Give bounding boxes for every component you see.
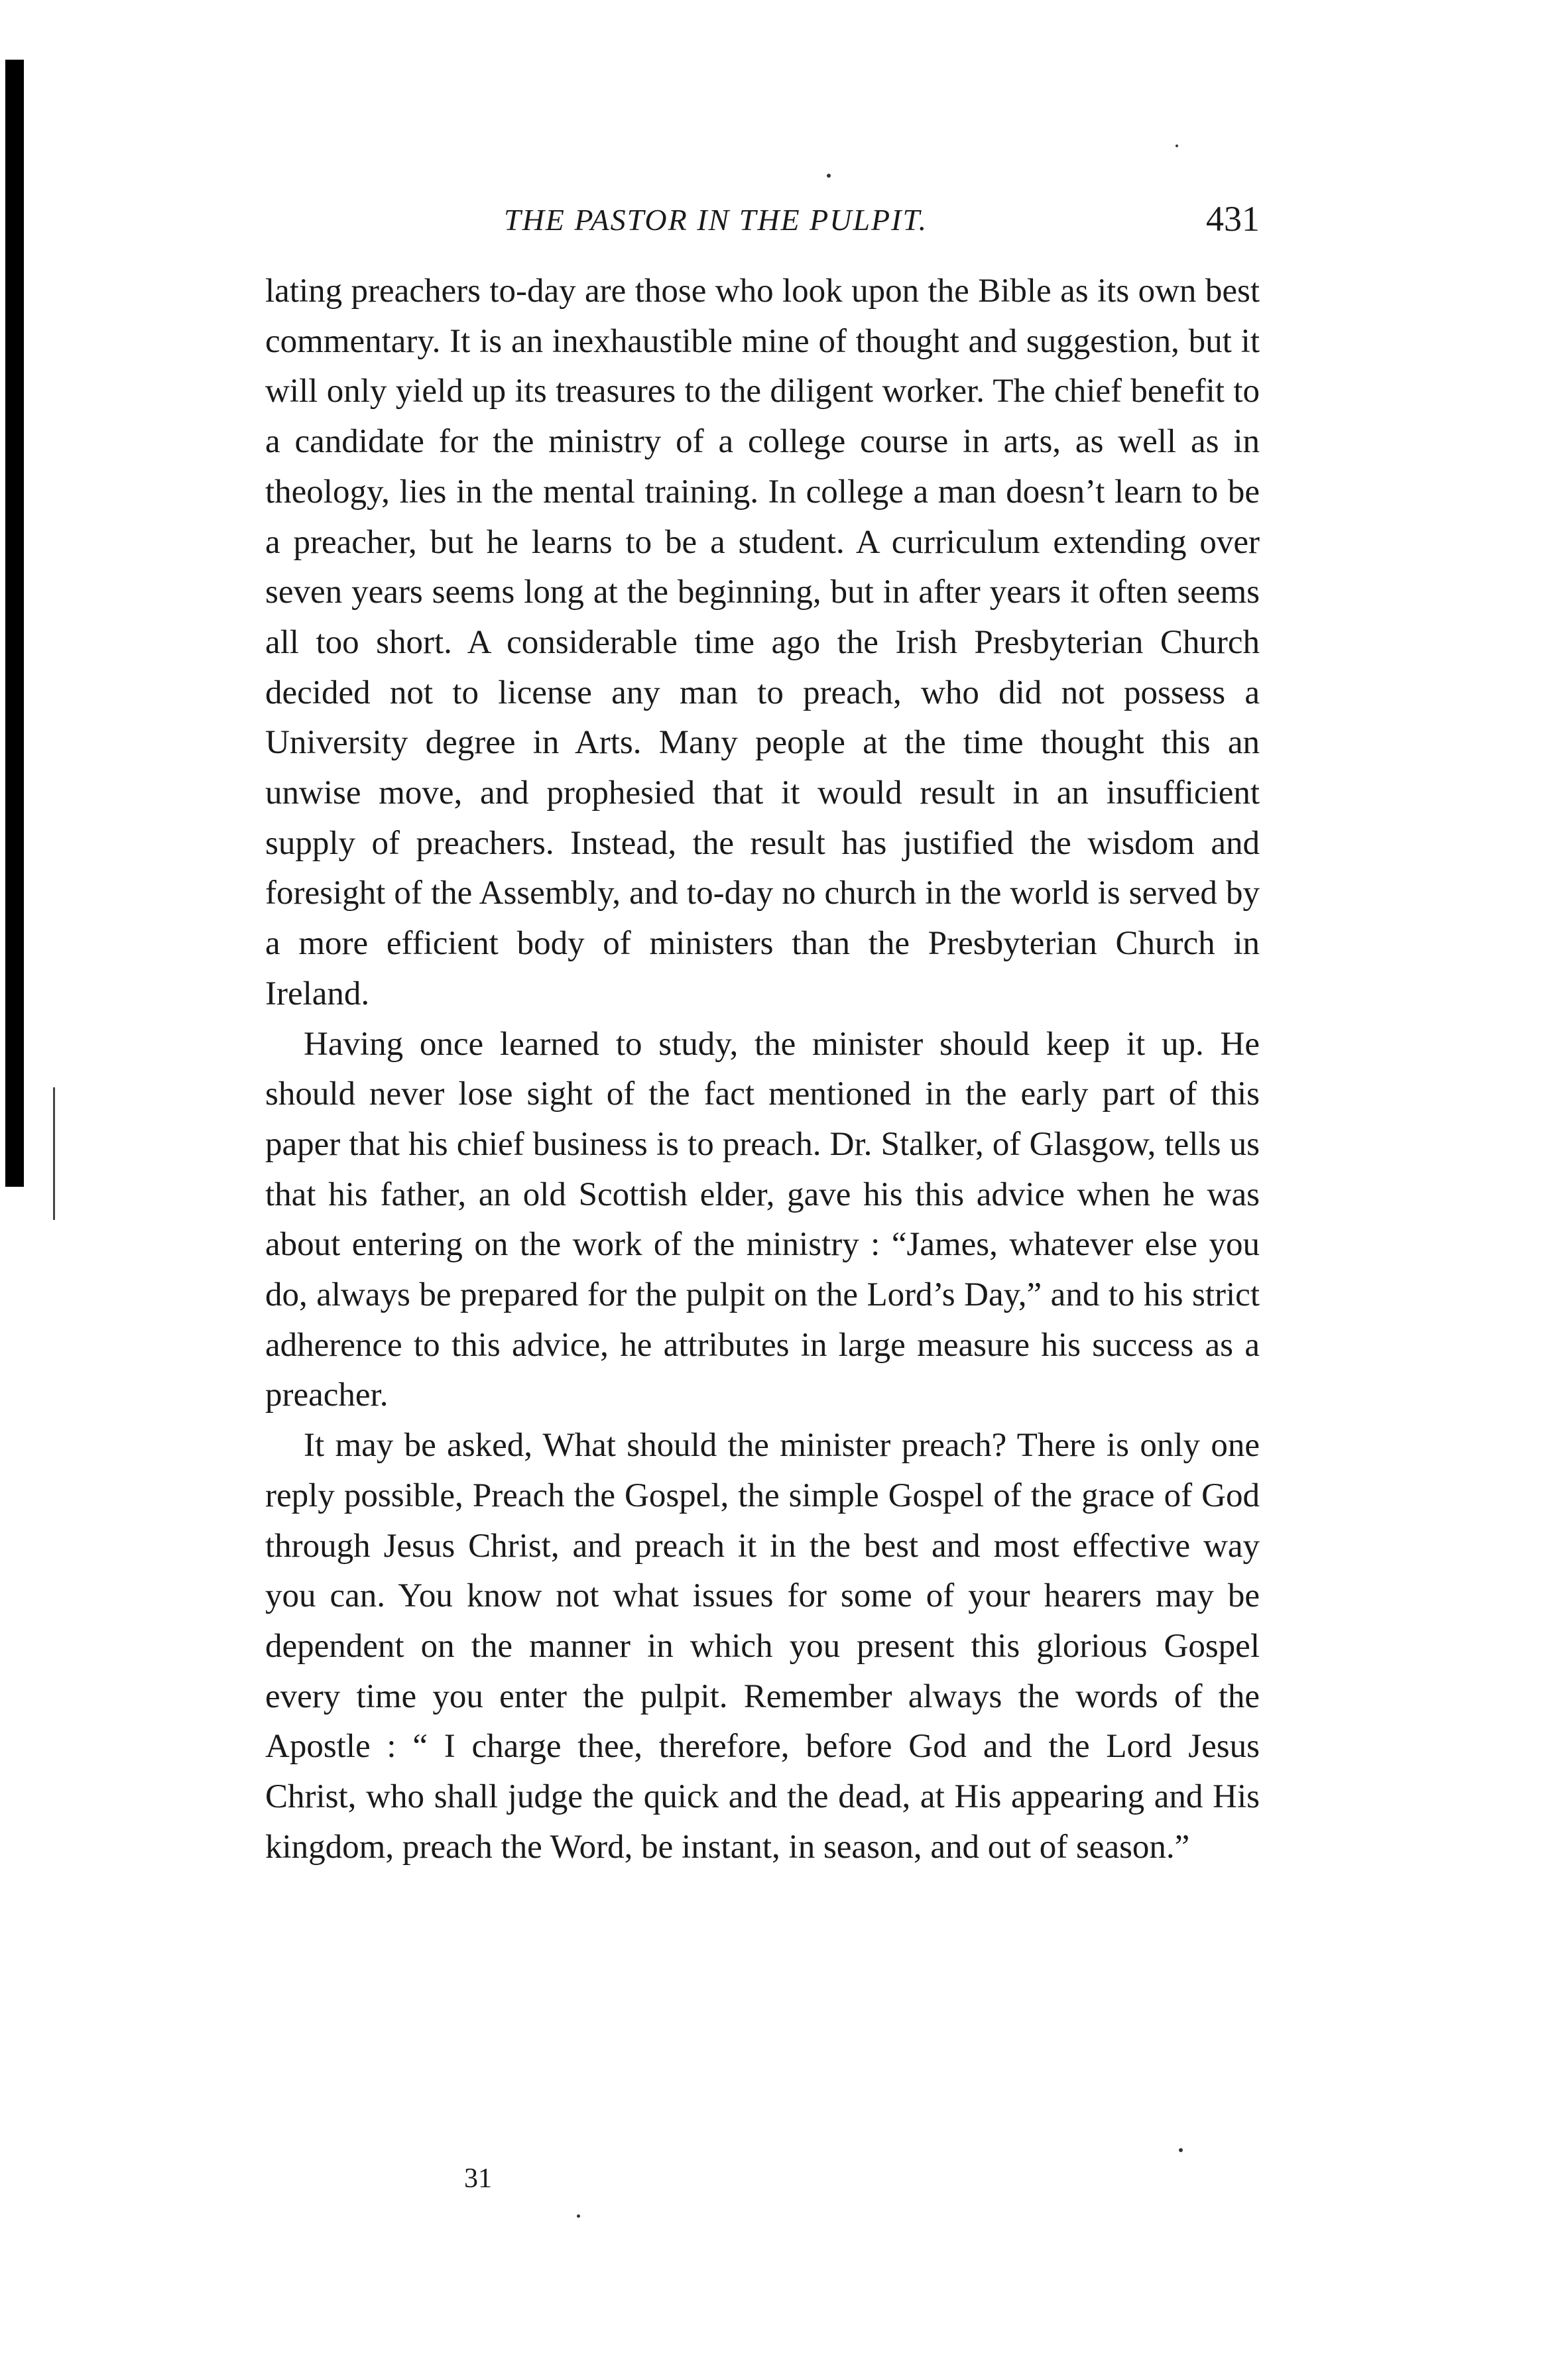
page-header [265,199,1260,262]
scan-speck [1179,2148,1183,2152]
paragraph: It may be asked, What should the minister preach? There is only one reply possible, Preach the Gospel, the simple Gospel of the grace of God through Jesus Christ, and preach it in the best and most effective way you can. You know not what issues for some of your hearers may be dependent on the manner in which you present this glorious Gospel every time you enter the pulpit. Remember always the words of the Apostle : “ I charge thee, therefore, before God and the Lord Jesus Christ, who shall judge the quick and the dead, at His appearing and His kingdom, preach the Word, be instant, in season, and out of season.” [265,1427,1260,1866]
scan-speck [827,174,831,178]
scan-edge-line [53,1087,55,1220]
paragraph: Having once learned to study, the minister should keep it up. He should never lose sight of the fact mentioned in the early part of this paper that his chief business is to preach. Dr. Stalker, of Glasgow, tells us that his father, an old Scottish elder, gave his this advice when he was about entering on the work of the ministry : “James, whatever else you do, always be prepared for the pulpit on the Lord’s Day,” and to his strict adherence to this advice, he attributes in large measure his success as a preacher. [265,1025,1260,1414]
page-number: 431 [1206,199,1260,239]
scan-speck [1176,145,1178,147]
signature-mark: 31 [464,2163,492,2194]
body-text [265,267,1260,1873]
paragraph: lating preachers to-day are those who look upon the Bible as its own best commentary. It is an inexhaustible mine of thought and suggestion, but it will only yield up its treasures to the diligent worker. The chief benefit to a candidate for the ministry of a college course in arts, as well as in theology, lies in the mental training. In college a man doesn’t learn to be a preacher, but he learns to be a student. A curriculum extending over seven years seems long at the beginning, but in after years it often seems all too short. A considerable time ago the Irish Presbyterian Church decided not to license any man to preach, who did not possess a University degree in Arts. Many people at the time thought this an unwise move, and prophesied that it would result in an insufficient supply of preachers. Instead, the result has justified the wisdom and foresight of the Assembly, and to-day no church in the world is served by a more efficient body of ministers than the Presbyterian Church in Ireland. [265,272,1260,1012]
scan-edge-shadow [5,60,24,1187]
running-title: THE PASTOR IN THE PULPIT. [504,203,928,237]
scan-speck [577,2214,580,2218]
